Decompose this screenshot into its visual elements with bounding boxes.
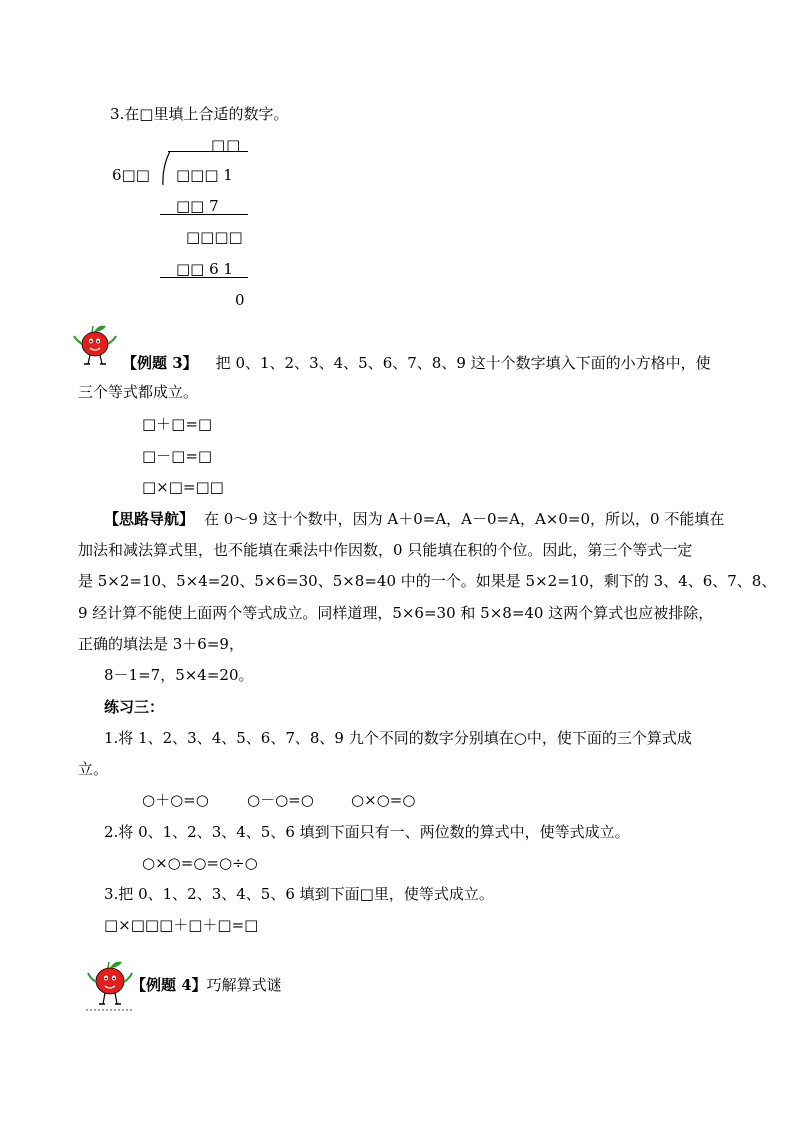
division-step3: □□ 6 1: [176, 260, 233, 278]
guide-line1: 在 0～9 这十个数中，因为 A＋0=A，A－0=A，A×0=0，所以，0 不能填在: [204, 510, 725, 528]
practice3-q3-eq: □×□□□＋□＋□=□: [104, 916, 259, 934]
division-step1: □□ 7: [176, 197, 219, 215]
division-bar: [168, 151, 248, 152]
practice3-q1-eq1: ○＋○=○: [142, 791, 209, 809]
division-line-2: [160, 277, 248, 278]
example3-eq1: □＋□=□: [142, 415, 213, 433]
example3-text-line2: 三个等式都成立。: [78, 383, 199, 401]
practice3-q2: 2.将 0、1、2、3、4、5、6 填到下面只有一、两位数的算式中，使等式成立。: [104, 823, 630, 841]
guide-line1-wrap: [104, 512, 724, 527]
division-dividend: □□□ 1: [176, 166, 233, 184]
guide-line2: 加法和减法算式里，也不能填在乘法中作因数，0 只能填在积的个位。因此，第三个等式一定: [78, 541, 693, 559]
example3-label: 【例题 3】: [122, 354, 198, 372]
division-divisor: 6□□: [112, 166, 150, 184]
division-line-1: [160, 214, 248, 215]
division-step2: □□□□: [186, 228, 243, 246]
apple-mascot-icon: [70, 322, 120, 368]
division-bracket: [160, 151, 172, 185]
practice3-q2-eq: ○×○=○=○÷○: [142, 854, 258, 872]
guide-line3: 是 5×2=10、5×4=20、5×6=30、5×8=40 中的一个。如果是 5×2=10，剩下的 3、4、6、7、8、: [78, 572, 777, 590]
example3-eq2: □－□=□: [142, 447, 213, 465]
practice3-q1-eq3: ○×○=○: [351, 791, 416, 809]
apple-mascot-icon: [84, 958, 136, 1012]
practice3-title: 练习三：: [104, 698, 165, 716]
guide-line5: 正确的填法是 3＋6=9，: [78, 635, 244, 653]
division-remainder: 0: [235, 291, 245, 309]
guide-line6: 8－1=7，5×4=20。: [104, 666, 254, 684]
guide-line4: 9 经计算不能使上面两个等式成立。同样道理，5×6=30 和 5×8=40 这两个算式也应被排除，: [78, 604, 714, 622]
division-quotient: □□: [211, 136, 242, 154]
practice3-q1-line1: 1.将 1、2、3、4、5、6、7、8、9 九个不同的数字分别填在○中，使下面的三个算式成: [104, 729, 692, 747]
practice3-q1-line2: 立。: [78, 760, 109, 778]
practice3-q1-eq2: ○－○=○: [247, 791, 314, 809]
practice3-q3: 3.把 0、1、2、3、4、5、6 填到下面□里，使等式成立。: [104, 885, 494, 903]
problem3-title: 3.在□里填上合适的数字。: [110, 105, 289, 123]
example3-text-line1: 把 0、1、2、3、4、5、6、7、8、9 这十个数字填入下面的小方格中，使: [215, 354, 711, 372]
guide-label: 【思路导航】: [104, 510, 195, 528]
example3-heading: [122, 356, 711, 371]
example4-label: 【例题 4】: [131, 976, 207, 994]
example4-title: 巧解算式谜: [206, 976, 282, 994]
example4-heading: [131, 978, 282, 993]
example3-eq3: □×□=□□: [142, 478, 224, 496]
